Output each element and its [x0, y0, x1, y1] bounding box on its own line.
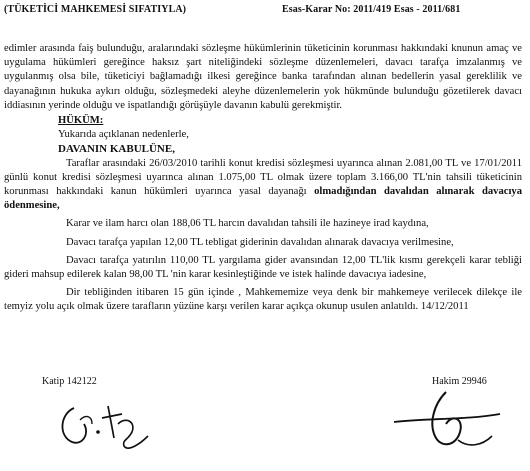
- appeal-paragraph: Dir tebliğinden itibaren 15 gün içinde , Mahkememize veya denk bir mahkemeye verilecek dilekçe ile temyiz yolu açık olmak üzere tarafların yüzüne karşı verilen karar açıkça okunup usulen anlatıldı. 14/12/2011: [4, 287, 522, 313]
- fee-paragraph: Karar ve ilam harcı olan 188,06 TL harcın davalıdan tahsili ile hazineye irad kaydına,: [66, 218, 429, 230]
- reasoning-paragraph: edimler arasında faiş bulunduğu, aralarındaki sözleşme hükümlerinin tüketicinin korunması hakkındaki knunun amaç ve uygulama hükümleri gereğince haksız şart niteliğindeki sözleşme düzenlemeleri, davacı tarafça imzalanmış ve uygulanmış olsa bile, tüketiciyi bağlamadığı ilkesi gereğince banka tarafından alınan bedellerin yasal gereklilik ve dayanağının hukuka aykırı olduğu, sözleşmedeki aleyhe düzenlemelerin yok hükmünde bulunduğu gözetilerek davacı iddiasının yerinde olduğu ve ispatlandığı görüşüyle davanın kabulü gerekmiştir.: [4, 43, 522, 111]
- payment-text: Taraflar arasındaki 26/03/2010 tarihli konut kredisi sözleşmesi uyarınca alınan 2.081,00 TL ve 17/01/2011 günlü konut kredisi sözleşmesi uyarınca alınan 1.075,00 TL olmak üzere toplam 3.166,00 TL'nin tahsili tüketicinin korunması hakkındaki kanun hükümleri uyarınca yasal dayanağı: [4, 157, 522, 198]
- reasons-line: Yukarıda açıklanan nedenlerle,: [58, 129, 189, 141]
- decision-body: [4, 42, 522, 315]
- payment-text-bold: olmadığından davalıdan alınarak davacıya ödenmesine,: [4, 186, 522, 212]
- notification-paragraph: Davacı tarafça yapılan 12,00 TL tebligat giderinin davalıdan alınarak davacıya verilmesine,: [66, 236, 454, 248]
- refund-paragraph: Davacı tarafça yatırılın 110,00 TL yargılama gider avansından 12,00 TL'lik kısmı gerekçeli karar tebliği gideri mahsup edilerek kalan 98,00 TL 'nin karar kesinleştiğinde ve istek halinde davacıya iadesine,: [4, 254, 522, 281]
- clerk-signature: [52, 388, 162, 458]
- hukum-heading: HÜKÜM:: [58, 115, 104, 127]
- clerk-label: Katip 142122: [42, 376, 97, 387]
- case-number: Esas-Karar No: 2011/419 Esas - 2011/681: [282, 4, 461, 15]
- court-header: (TÜKETİCİ MAHKEMESİ SIFATIYLA): [4, 4, 187, 15]
- judge-signature: [388, 384, 518, 464]
- acceptance-heading: DAVANIN KABULÜNE,: [58, 143, 175, 156]
- judge-label: Hakim 29946: [432, 376, 487, 387]
- payment-paragraph: [4, 157, 522, 214]
